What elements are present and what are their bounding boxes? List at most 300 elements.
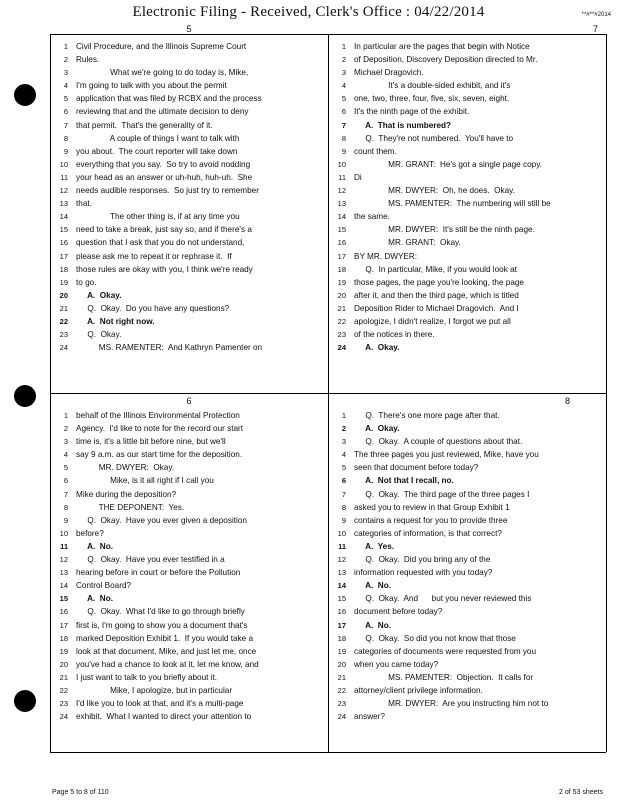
line-text: A. Not right now. — [76, 316, 155, 326]
page-number: 7 — [592, 24, 598, 34]
transcript-line — [50, 488, 328, 501]
transcript-lines — [50, 40, 328, 354]
line-text: What we're going to do today is, Mike, — [76, 68, 249, 78]
transcript-line — [50, 184, 328, 197]
line-number: 2 — [63, 424, 68, 434]
transcript-line — [328, 250, 606, 263]
transcript-line — [50, 619, 328, 632]
line-text: of the notices in there. — [354, 330, 435, 340]
line-text: The other thing is, if at any time you — [76, 212, 240, 222]
line-number: 1 — [341, 42, 346, 51]
transcript-line — [328, 119, 606, 132]
line-text: first is, I'm going to show you a document that's — [76, 620, 248, 630]
transcript-line — [328, 540, 606, 553]
transcript-line — [328, 645, 606, 658]
line-text: A. No. — [76, 541, 113, 551]
transcript-line — [50, 105, 328, 118]
line-number: 8 — [63, 133, 68, 143]
transcript-lines — [328, 40, 606, 354]
transcript-line — [328, 66, 606, 79]
line-number: 16 — [337, 238, 346, 248]
transcript-line — [328, 197, 606, 210]
transcript-line — [328, 184, 606, 197]
page-number: 5 — [186, 24, 192, 34]
line-number: 6 — [341, 107, 346, 117]
line-number: 8 — [341, 133, 346, 143]
line-text: application that was filed by RCBX and the process — [76, 94, 262, 104]
transcript-line — [328, 302, 606, 315]
page-number: 6 — [186, 396, 192, 406]
line-text: It's the ninth page of the exhibit. — [354, 107, 470, 117]
transcript-line — [50, 579, 328, 592]
line-text: when you came today? — [354, 659, 439, 669]
line-number: 17 — [59, 620, 68, 630]
line-number: 18 — [337, 264, 346, 274]
transcript-line — [328, 619, 606, 632]
line-number: 12 — [337, 186, 346, 196]
transcript-line — [50, 553, 328, 566]
line-text: A couple of things I want to talk with — [76, 133, 240, 143]
line-number: 15 — [337, 225, 346, 235]
line-number: 12 — [59, 186, 68, 196]
line-text: hearing before in court or before the Pollution — [76, 568, 241, 578]
line-text: A. That is numbered? — [354, 120, 452, 130]
line-text: A. Yes. — [354, 541, 395, 551]
transcript-line — [50, 501, 328, 514]
transcript-line — [50, 697, 328, 710]
line-text: behalf of the Illinois Environmental Protection — [76, 411, 240, 420]
transcript-line — [50, 527, 328, 540]
transcript-line — [50, 341, 328, 354]
line-number: 4 — [63, 450, 68, 460]
transcript-line — [50, 540, 328, 553]
line-number: 17 — [59, 251, 68, 261]
line-text: your head as an answer or uh-huh, huh-uh. She — [76, 172, 253, 182]
transcript-lines — [328, 409, 606, 723]
transcript-lines — [50, 409, 328, 723]
line-text: BY MR. DWYER: — [354, 251, 418, 261]
transcript-line — [328, 132, 606, 145]
line-number: 14 — [59, 212, 68, 222]
transcript-line — [50, 92, 328, 105]
transcript-line — [50, 566, 328, 579]
transcript-line — [328, 658, 606, 671]
transcript-line — [328, 171, 606, 184]
bottom-border — [50, 752, 606, 753]
line-number: 9 — [341, 146, 346, 156]
line-number: 18 — [59, 633, 68, 643]
line-number: 3 — [341, 68, 346, 78]
line-text: need to take a break, just say so, and if there's a — [76, 225, 252, 235]
line-number: 4 — [341, 450, 346, 460]
line-number: 11 — [338, 172, 346, 182]
transcript-line — [328, 210, 606, 223]
footer-page-range: Page 5 to 8 of 110 — [52, 789, 109, 796]
transcript-page-5 — [50, 24, 328, 384]
line-text: after it, and then the third page, which is titled — [354, 290, 519, 300]
line-number: 14 — [337, 581, 346, 591]
transcript-line — [50, 592, 328, 605]
line-number: 22 — [337, 685, 346, 695]
line-text: Q. Okay. Did you bring any of the — [354, 555, 491, 565]
transcript-line — [50, 66, 328, 79]
line-number: 5 — [341, 94, 346, 104]
transcript-line — [328, 461, 606, 474]
transcript-line — [328, 514, 606, 527]
line-text: to go. — [76, 277, 97, 287]
transcript-line — [50, 197, 328, 210]
line-number: 7 — [341, 120, 346, 130]
line-number: 16 — [59, 238, 68, 248]
transcript-line — [50, 145, 328, 158]
line-number: 7 — [63, 489, 68, 499]
transcript-line — [50, 409, 328, 422]
transcript-line — [50, 302, 328, 315]
line-text: you about. The court reporter will take down — [76, 146, 238, 156]
transcript-line — [50, 53, 328, 66]
line-text: attorney/client privilege information. — [354, 685, 483, 695]
transcript-line — [50, 276, 328, 289]
transcript-line — [328, 671, 606, 684]
transcript-line — [50, 132, 328, 145]
line-text: A. Okay. — [76, 290, 122, 300]
line-text: Agency. I'd like to note for the record our start — [76, 424, 244, 434]
line-number: 23 — [337, 699, 346, 709]
transcript-line — [50, 223, 328, 236]
line-number: 10 — [59, 159, 68, 169]
transcript-line — [50, 684, 328, 697]
line-text: everything that you say. So try to avoid nodding — [76, 159, 251, 169]
line-text: A. No. — [76, 594, 113, 604]
line-text: you've had a chance to look at it, let me know, and — [76, 659, 259, 669]
line-number: 18 — [59, 264, 68, 274]
line-text: MR. DWYER: It's still be the ninth page. — [354, 225, 535, 235]
line-text: say 9 a.m. as our start time for the deposition. — [76, 450, 243, 460]
line-number: 17 — [337, 620, 346, 630]
line-text: THE DEPONENT: Yes. — [76, 502, 185, 512]
transcript-line — [328, 710, 606, 723]
transcript-line — [50, 605, 328, 618]
filing-header: Electronic Filing - Received, Clerk's Office : 04/22/2014 — [132, 4, 485, 20]
transcript-line — [50, 158, 328, 171]
line-text: please ask me to repeat it or rephrase it. If — [76, 251, 232, 261]
line-number: 6 — [63, 476, 68, 486]
transcript-line — [328, 448, 606, 461]
line-text: asked you to review in that Group Exhibit 1 — [354, 502, 510, 512]
line-number: 13 — [337, 199, 346, 209]
transcript-line — [328, 684, 606, 697]
transcript-line — [328, 592, 606, 605]
line-text: Q. Okay. Have you ever given a deposition — [76, 515, 247, 525]
line-number: 15 — [337, 594, 346, 604]
line-number: 12 — [337, 555, 346, 565]
line-text: Q. Okay. So did you not know that those — [354, 633, 516, 643]
line-number: 12 — [59, 555, 68, 565]
line-text: before? — [76, 528, 104, 538]
transcript-line — [328, 92, 606, 105]
line-number: 13 — [59, 568, 68, 578]
line-number: 22 — [59, 685, 68, 695]
line-text: one, two, three, four, five, six, seven, eight. — [354, 94, 510, 104]
line-number: 11 — [60, 541, 68, 551]
transcript-line — [50, 40, 328, 53]
line-number: 23 — [59, 699, 68, 709]
transcript-line — [50, 171, 328, 184]
transcript-page-7 — [328, 24, 606, 384]
transcript-line — [50, 79, 328, 92]
transcript-line — [328, 474, 606, 487]
line-number: 8 — [63, 502, 68, 512]
line-text: Q. Okay. A couple of questions about that. — [354, 437, 523, 447]
line-text: those rules are okay with you, I think we're ready — [76, 264, 253, 274]
line-text: time is, it's a little bit before nine, but we'll — [76, 437, 226, 447]
line-text: Q. Okay. The third page of the three pages I — [354, 489, 530, 499]
transcript-line — [328, 488, 606, 501]
line-number: 9 — [341, 515, 346, 525]
binder-hole-bottom — [14, 690, 36, 712]
line-text: needs audible responses. So just try to remember — [76, 186, 259, 196]
line-number: 16 — [59, 607, 68, 617]
line-number: 24 — [337, 712, 346, 722]
transcript-line — [50, 461, 328, 474]
line-text: Mike during the deposition? — [76, 489, 177, 499]
transcript-line — [328, 105, 606, 118]
line-text: Q. There's one more page after that. — [354, 411, 500, 420]
transcript-line — [50, 289, 328, 302]
line-text: reviewing that and the ultimate decision to deny — [76, 107, 249, 117]
line-text: MS. PAMENTER: Objection. It calls for — [354, 672, 534, 682]
transcript-page-8 — [328, 396, 606, 752]
line-number: 4 — [63, 81, 68, 91]
line-number: 13 — [337, 568, 346, 578]
line-number: 14 — [337, 212, 346, 222]
line-number: 3 — [63, 437, 68, 447]
transcript-line — [328, 501, 606, 514]
line-number: 9 — [63, 146, 68, 156]
document-id: **#**#2014 — [581, 12, 611, 18]
transcript-line — [328, 223, 606, 236]
line-text: I'm going to talk with you about the permit — [76, 81, 227, 91]
line-number: 5 — [63, 463, 68, 473]
line-number: 3 — [341, 437, 346, 447]
transcript-line — [328, 341, 606, 354]
line-number: 22 — [337, 316, 346, 326]
transcript-line — [50, 315, 328, 328]
page-number: 8 — [564, 396, 570, 406]
transcript-line — [328, 422, 606, 435]
line-number: 19 — [59, 646, 68, 656]
line-number: 2 — [341, 424, 346, 434]
transcript-line — [328, 53, 606, 66]
line-text: of Deposition, Discovery Deposition directed to Mr. — [354, 55, 538, 65]
line-number: 2 — [341, 55, 346, 65]
line-number: 23 — [59, 330, 68, 340]
line-number: 5 — [63, 94, 68, 104]
line-text: look at that document, Mike, and just let me, once — [76, 646, 257, 656]
transcript-line — [328, 632, 606, 645]
transcript-line — [328, 289, 606, 302]
transcript-line — [50, 514, 328, 527]
line-text: marked Deposition Exhibit 1. If you would take a — [76, 633, 254, 643]
line-number: 21 — [59, 303, 68, 313]
transcript-line — [328, 79, 606, 92]
line-text: MS. PAMENTER: The numbering will still be — [354, 199, 551, 209]
transcript-line — [50, 710, 328, 723]
line-text: A. No. — [354, 581, 391, 591]
line-text: Rules. — [76, 55, 100, 65]
transcript-line — [50, 671, 328, 684]
line-number: 4 — [341, 81, 346, 91]
line-number: 10 — [337, 528, 346, 538]
line-text: Q. Okay. — [76, 330, 122, 340]
transcript-line — [50, 435, 328, 448]
right-border — [606, 34, 607, 752]
line-text: the same. — [354, 212, 390, 222]
transcript-line — [328, 697, 606, 710]
line-text: MR. GRANT: Okay. — [354, 238, 461, 248]
transcript-line — [328, 553, 606, 566]
line-number: 2 — [63, 55, 68, 65]
transcript-line — [50, 422, 328, 435]
binder-hole-middle — [14, 385, 36, 407]
line-number: 11 — [60, 172, 68, 182]
transcript-line — [50, 658, 328, 671]
line-text: Deposition Rider to Michael Dragovich. And I — [354, 303, 519, 313]
line-text: Q. Okay. Have you ever testified in a — [76, 555, 225, 565]
line-number: 24 — [337, 343, 346, 353]
line-text: A. Okay. — [354, 343, 400, 353]
line-number: 20 — [337, 290, 346, 300]
transcript-line — [328, 605, 606, 618]
line-text: categories of documents were requested from you — [354, 646, 537, 656]
line-number: 15 — [59, 225, 68, 235]
transcript-line — [328, 263, 606, 276]
line-number: 18 — [337, 633, 346, 643]
transcript-line — [50, 210, 328, 223]
line-text: seen that document before today? — [354, 463, 479, 473]
line-text: MR. DWYER: Oh, he does. Okay. — [354, 186, 515, 196]
line-number: 8 — [341, 502, 346, 512]
line-text: Michael Dragovich. — [354, 68, 424, 78]
line-text: It's a double-sided exhibit, and it's — [354, 81, 511, 91]
line-number: 11 — [338, 541, 346, 551]
line-number: 19 — [59, 277, 68, 287]
transcript-line — [50, 119, 328, 132]
line-number: 1 — [341, 411, 346, 420]
line-text: MR. DWYER: Are you instructing him not to — [354, 699, 549, 709]
line-text: document before today? — [354, 607, 443, 617]
transcript-line — [328, 527, 606, 540]
line-text: categories of information, is that correct? — [354, 528, 502, 538]
line-number: 20 — [59, 659, 68, 669]
line-number: 20 — [59, 290, 68, 300]
line-number: 10 — [59, 528, 68, 538]
line-number: 15 — [59, 594, 68, 604]
line-number: 23 — [337, 330, 346, 340]
line-number: 24 — [59, 343, 68, 353]
line-text: count them. — [354, 146, 397, 156]
transcript-line — [50, 250, 328, 263]
transcript-line — [50, 448, 328, 461]
transcript-line — [50, 236, 328, 249]
transcript-line — [50, 474, 328, 487]
line-text: Control Board? — [76, 581, 132, 591]
line-text: A. No. — [354, 620, 391, 630]
transcript-line — [328, 409, 606, 422]
line-number: 1 — [63, 411, 68, 420]
line-text: Mike, is it all right if I call you — [76, 476, 214, 486]
line-number: 20 — [337, 659, 346, 669]
line-number: 10 — [337, 159, 346, 169]
binder-hole-top — [14, 84, 36, 106]
line-text: exhibit. What I wanted to direct your attention to — [76, 712, 252, 722]
transcript-line — [328, 579, 606, 592]
line-number: 13 — [59, 199, 68, 209]
line-text: MR. DWYER: Okay. — [76, 463, 175, 473]
line-number: 21 — [337, 303, 346, 313]
transcript-line — [50, 263, 328, 276]
line-number: 7 — [63, 120, 68, 130]
line-number: 7 — [341, 489, 346, 499]
transcript-line — [50, 645, 328, 658]
line-text: Q. Okay. And but you never reviewed this — [354, 594, 532, 604]
line-text: information requested with you today? — [354, 568, 493, 578]
transcript-line — [328, 158, 606, 171]
line-number: 1 — [63, 42, 68, 51]
line-text: The three pages you just reviewed, Mike, have you — [354, 450, 539, 460]
line-text: answer? — [354, 712, 385, 722]
line-text: those pages, the page you're looking, the page — [354, 277, 524, 287]
line-text: Di — [354, 172, 362, 182]
line-number: 17 — [337, 251, 346, 261]
line-text: A. Okay. — [354, 424, 400, 434]
transcript-line — [50, 632, 328, 645]
line-number: 14 — [59, 581, 68, 591]
line-number: 6 — [63, 107, 68, 117]
line-number: 21 — [337, 672, 346, 682]
footer-sheet-count: 2 of 53 sheets — [559, 789, 603, 796]
line-number: 19 — [337, 646, 346, 656]
line-text: apologize, I didn't realize, I forgot we put all — [354, 316, 511, 326]
line-number: 24 — [59, 712, 68, 722]
line-number: 22 — [59, 316, 68, 326]
transcript-line — [328, 566, 606, 579]
line-text: that. — [76, 199, 92, 209]
transcript-line — [328, 145, 606, 158]
line-number: 16 — [337, 607, 346, 617]
line-text: Civil Procedure, and the Illinois Supreme Court — [76, 42, 247, 51]
transcript-line — [328, 236, 606, 249]
line-number: 3 — [63, 68, 68, 78]
transcript-line — [50, 328, 328, 341]
line-text: In particular are the pages that begin with Notice — [354, 42, 530, 51]
line-text: MR. GRANT: He's got a single page copy. — [354, 159, 542, 169]
line-text: A. Not that I recall, no. — [354, 476, 454, 486]
transcript-line — [328, 276, 606, 289]
line-text: Mike, I apologize, but in particular — [76, 685, 233, 695]
line-number: 6 — [341, 476, 346, 486]
line-text: Q. They're not numbered. You'll have to — [354, 133, 514, 143]
line-text: Q. Okay. Do you have any questions? — [76, 303, 230, 313]
transcript-line — [328, 40, 606, 53]
transcript-page-6 — [50, 396, 328, 752]
line-text: Q. In particular, Mike, if you would look at — [354, 264, 517, 274]
transcript-line — [328, 315, 606, 328]
line-text: question that I ask that you do not understand, — [76, 238, 245, 248]
transcript-line — [328, 435, 606, 448]
line-text: I'd like you to look at that, and it's a multi-page — [76, 699, 244, 709]
line-number: 19 — [337, 277, 346, 287]
